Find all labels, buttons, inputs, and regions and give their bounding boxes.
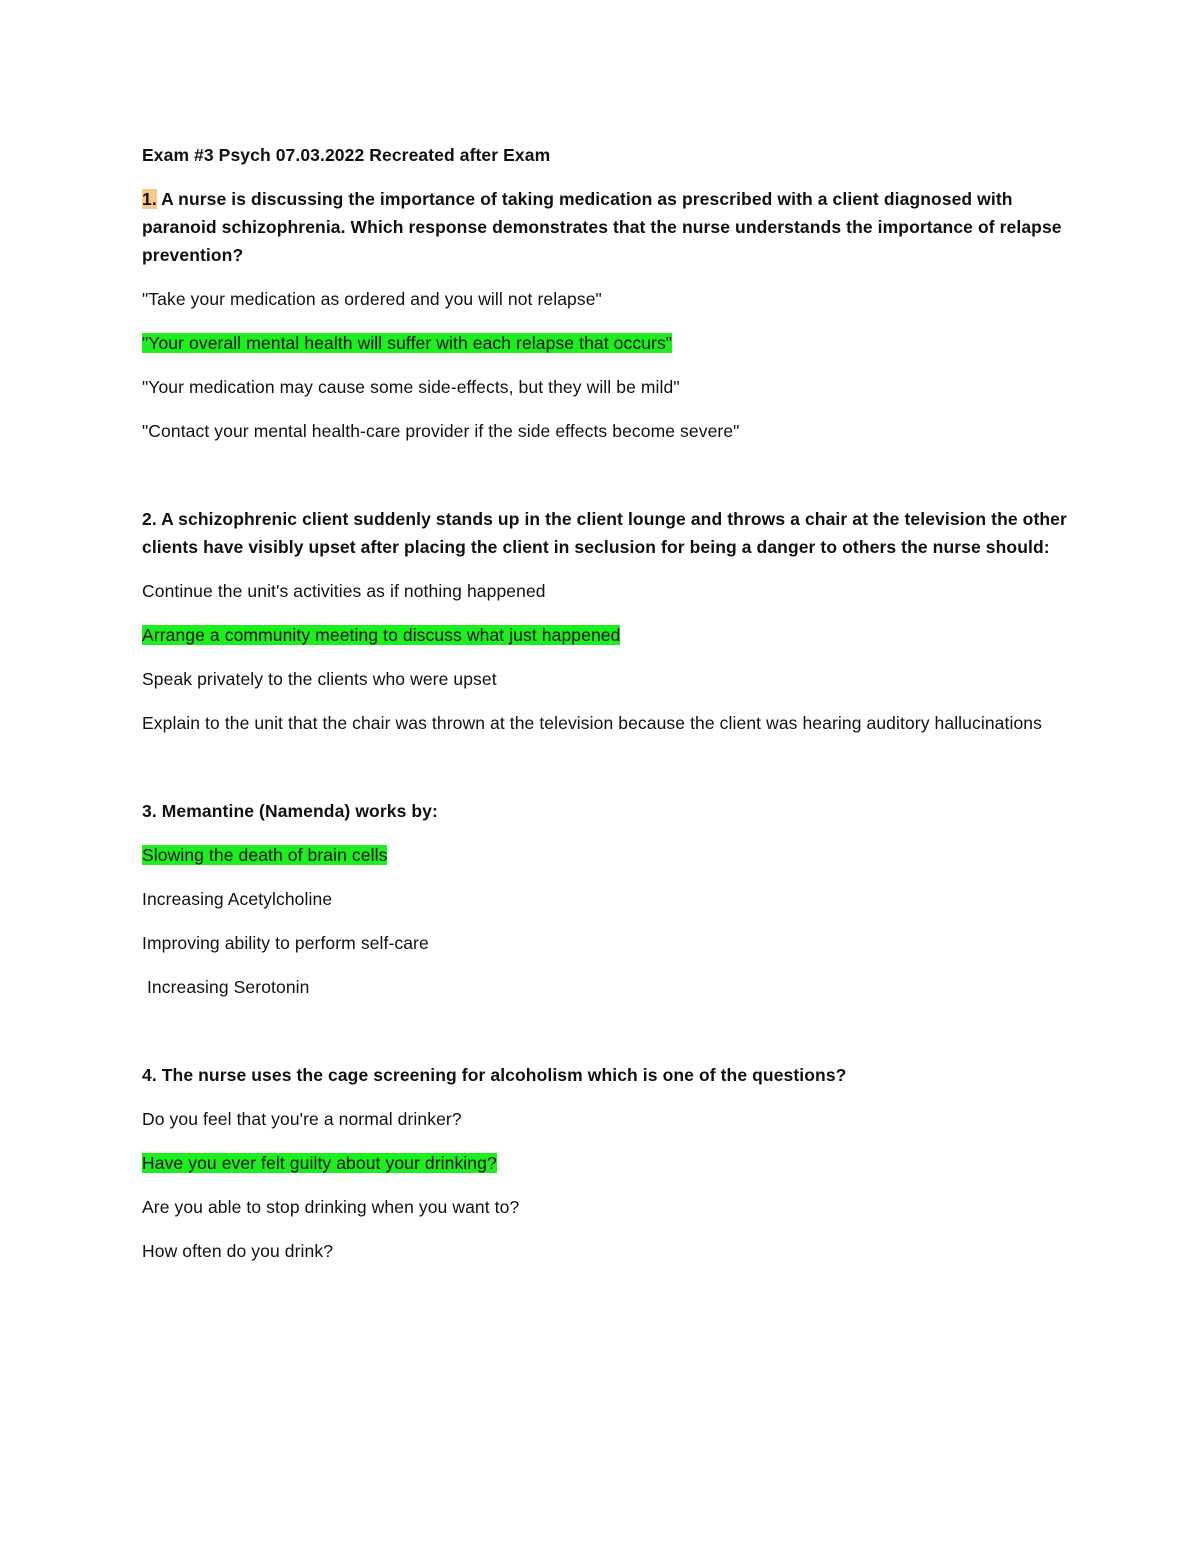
option-text: Speak privately to the clients who were upset	[142, 669, 497, 689]
option-2c	[142, 665, 1072, 693]
option-1a	[142, 285, 1072, 313]
option-3a-correct	[142, 841, 1072, 869]
option-text: Continue the unit's activities as if nothing happened	[142, 581, 546, 601]
spacer	[142, 1017, 1072, 1061]
option-4a	[142, 1105, 1072, 1133]
document-title: Exam #3 Psych 07.03.2022 Recreated after Exam	[142, 145, 551, 165]
question-text: Memantine (Namenda) works by:	[156, 801, 438, 821]
option-text: "Contact your mental health-care provider if the side effects become severe"	[142, 421, 740, 441]
question-4	[142, 1061, 1072, 1089]
option-text: Improving ability to perform self-care	[142, 933, 429, 953]
option-2b-correct	[142, 621, 1072, 649]
question-text: A nurse is discussing the importance of taking medication as prescribed with a client diagnosed with paranoid schizophrenia. Which response demonstrates that the nurse understands the importance of relapse prevention?	[142, 189, 1062, 265]
option-3d	[142, 973, 1072, 1001]
question-number: 2.	[142, 509, 157, 529]
spacer	[142, 461, 1072, 505]
option-4b-correct	[142, 1149, 1072, 1177]
option-2a	[142, 577, 1072, 605]
highlighted-answer: Arrange a community meeting to discuss what just happened	[142, 625, 621, 645]
question-number: 1.	[142, 189, 157, 209]
question-3	[142, 797, 1072, 825]
option-3c	[142, 929, 1072, 957]
spacer	[142, 753, 1072, 797]
question-number: 3.	[142, 801, 157, 821]
option-text: Increasing Acetylcholine	[142, 889, 333, 909]
option-4d	[142, 1237, 1072, 1265]
question-number: 4.	[142, 1065, 157, 1085]
option-text: Explain to the unit that the chair was thrown at the television because the client was hearing auditory hallucinations	[142, 713, 1042, 733]
question-2	[142, 505, 1072, 561]
option-text: Increasing Serotonin	[142, 977, 310, 997]
question-text: The nurse uses the cage screening for alcoholism which is one of the questions?	[156, 1065, 847, 1085]
option-text: "Take your medication as ordered and you will not relapse"	[142, 289, 602, 309]
option-text: Are you able to stop drinking when you want to?	[142, 1197, 520, 1217]
option-1c	[142, 373, 1072, 401]
option-1b-correct	[142, 329, 1072, 357]
option-3b	[142, 885, 1072, 913]
option-2d	[142, 709, 1072, 737]
highlighted-answer: Slowing the death of brain cells	[142, 845, 388, 865]
highlighted-answer: Have you ever felt guilty about your drinking?	[142, 1153, 497, 1173]
document-content	[142, 141, 1072, 1281]
highlighted-answer: "Your overall mental health will suffer with each relapse that occurs"	[142, 333, 673, 353]
question-1	[142, 185, 1072, 269]
question-text: A schizophrenic client suddenly stands up in the client lounge and throws a chair at the television the other clients have visibly upset after placing the client in seclusion for being a danger to others the nurse should:	[142, 509, 1067, 557]
option-1d	[142, 417, 1072, 445]
option-text: Do you feel that you're a normal drinker?	[142, 1109, 462, 1129]
option-text: "Your medication may cause some side-effects, but they will be mild"	[142, 377, 680, 397]
option-4c	[142, 1193, 1072, 1221]
option-text: How often do you drink?	[142, 1241, 334, 1261]
